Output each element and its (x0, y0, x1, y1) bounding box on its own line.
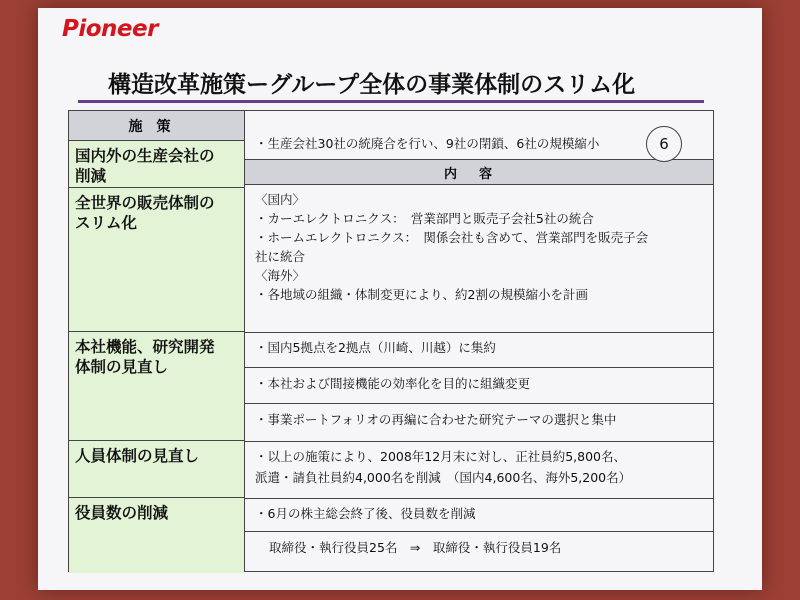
pioneer-logo: Pioneer (62, 16, 158, 42)
detail-line: ・カーエレクトロニクス： 営業部門と販売子会社5社の統合 (255, 211, 594, 226)
row-divider (245, 367, 713, 368)
measure-label: 役員数の削減 (69, 498, 244, 573)
details-header: 内容 (245, 159, 713, 185)
row-divider (245, 332, 713, 333)
detail-line: ・本社および間接機能の効率化を目的に組織変更 (255, 376, 531, 391)
detail-line: ・各地域の組織・体制変更により、約2割の規模縮小を計画 (255, 287, 588, 302)
detail-line: ・事業ポートフォリオの再編に合わせた研究テーマの選択と集中 (255, 412, 617, 427)
row-divider (245, 531, 713, 532)
measure-label: 国内外の生産会社の 削減 (69, 141, 244, 188)
details-column (245, 111, 713, 571)
page-title: 構造改革施策ーグループ全体の事業体制のスリム化 (108, 72, 636, 98)
row-divider (245, 403, 713, 404)
detail-line: ・生産会社30社の統廃合を行い、9社の閉鎖、6社の規模縮小 (255, 136, 600, 151)
detail-line: ・6月の株主総会終了後、役員数を削減 (255, 506, 476, 521)
title-underline (78, 100, 704, 103)
detail-line: ・国内5拠点を2拠点（川崎、川越）に集約 (255, 340, 496, 355)
measure-header: 施策 (69, 111, 244, 141)
detail-line: 取締役・執行役員25名 ⇒ 取締役・執行役員19名 (269, 540, 562, 555)
measure-label: 人員体制の見直し (69, 441, 244, 498)
detail-line: 〈国内〉 (255, 192, 306, 207)
measure-label: 全世界の販売体制の スリム化 (69, 188, 244, 332)
page-number-badge: 6 (646, 126, 682, 162)
row-divider (245, 498, 713, 499)
detail-line: ・ホームエレクトロニクス： 関係会社も含めて、営業部門を販売子会 (255, 230, 649, 245)
row-divider (245, 441, 713, 442)
detail-line: 〈海外〉 (255, 268, 306, 283)
measures-table (68, 110, 714, 572)
measure-label: 本社機能、研究開発 体制の見直し (69, 332, 244, 441)
detail-line: 派遣・請負社員約4,000名を削減 （国内4,600名、海外5,200名） (255, 470, 632, 485)
slide (38, 8, 762, 590)
measures-column (69, 111, 245, 571)
detail-line: ・以上の施策により、2008年12月末に対し、正社員約5,800名、 (255, 449, 627, 464)
detail-line: 社に統合 (255, 249, 306, 264)
